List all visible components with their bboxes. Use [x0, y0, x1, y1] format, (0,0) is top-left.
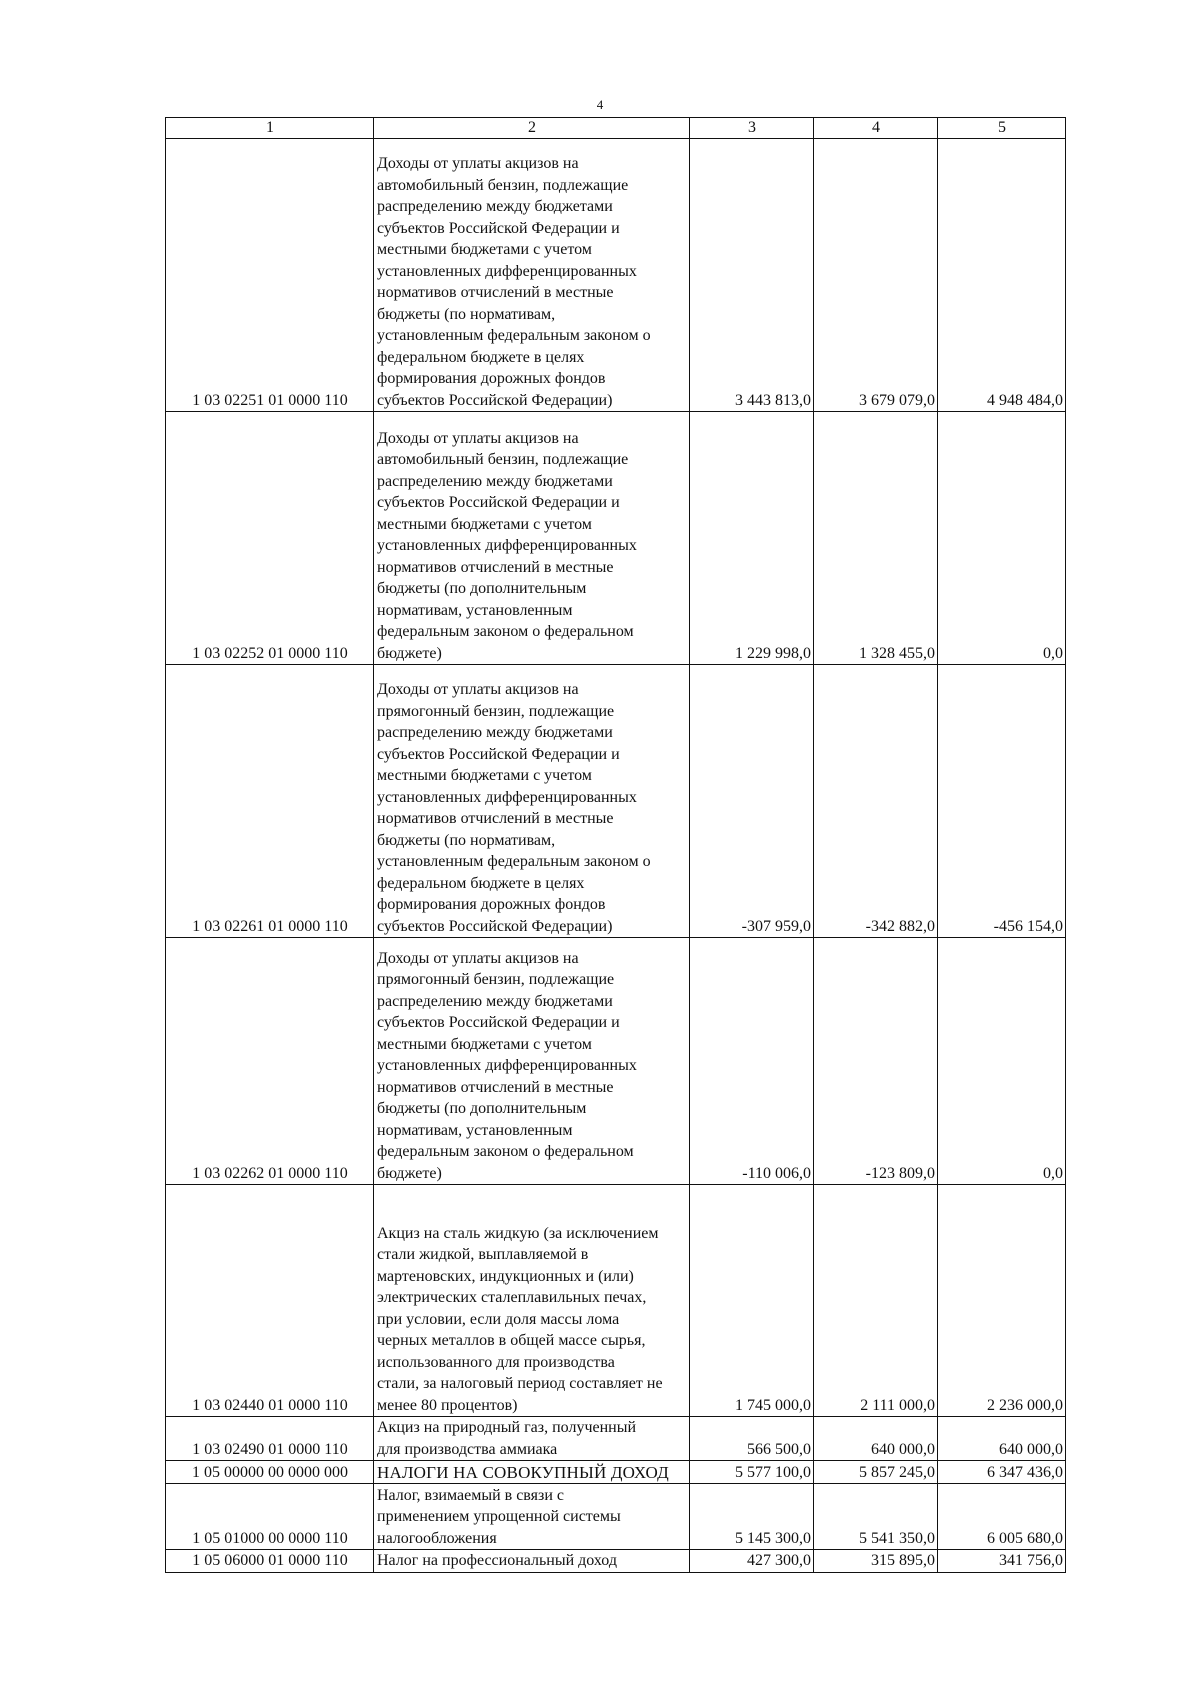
value-col3-cell: 1 229 998,0 — [690, 412, 814, 665]
value-col5-cell: 0,0 — [938, 938, 1066, 1185]
value-col5-cell: 2 236 000,0 — [938, 1185, 1066, 1417]
value-col5-cell: 6 347 436,0 — [938, 1461, 1066, 1484]
revenue-name-cell: НАЛОГИ НА СОВОКУПНЫЙ ДОХОД — [374, 1461, 690, 1484]
value-col4-cell: 315 895,0 — [814, 1550, 938, 1573]
budget-code-cell: 1 03 02262 01 0000 110 — [166, 938, 374, 1185]
value-col4-cell: -342 882,0 — [814, 665, 938, 938]
value-col3-cell: 427 300,0 — [690, 1550, 814, 1573]
revenue-name-cell: Акциз на сталь жидкую (за исключением стали жидкой, выплавляемой в мартеновских, индукционных и (или) электрических сталеплавильных печах, при условии, если доля массы лома черных металлов в общей массе сырья, использованного для производства стали, за налоговый период составляет не менее 80 процентов) — [374, 1185, 690, 1417]
table-row — [166, 1417, 1066, 1461]
revenue-name-cell: Доходы от уплаты акцизов на прямогонный бензин, подлежащие распределению между бюджетами субъектов Российской Федерации и местными бюджетами с учетом установленных дифференцированных нормативов отчислений в местные бюджеты (по нормативам, установленным федеральным законом о федеральном бюджете в целях формирования дорожных фондов субъектов Российской Федерации) — [374, 665, 690, 938]
value-col4-cell: -123 809,0 — [814, 938, 938, 1185]
value-col4-cell: 1 328 455,0 — [814, 412, 938, 665]
table-row — [166, 1185, 1066, 1417]
value-col4-cell: 3 679 079,0 — [814, 139, 938, 412]
value-col4-cell: 640 000,0 — [814, 1417, 938, 1461]
value-col4-cell: 5 541 350,0 — [814, 1484, 938, 1550]
column-header-3: 3 — [690, 118, 814, 139]
table-row — [166, 665, 1066, 938]
revenue-name-cell: Налог на профессиональный доход — [374, 1550, 690, 1573]
budget-code-cell: 1 05 06000 01 0000 110 — [166, 1550, 374, 1573]
column-number-header-row — [166, 118, 1066, 139]
budget-code-cell: 1 03 02261 01 0000 110 — [166, 665, 374, 938]
value-col3-cell: -110 006,0 — [690, 938, 814, 1185]
page-number: 4 — [596, 97, 604, 112]
revenue-name-cell: Доходы от уплаты акцизов на автомобильный бензин, подлежащие распределению между бюджетами субъектов Российской Федерации и местными бюджетами с учетом установленных дифференцированных нормативов отчислений в местные бюджеты (по нормативам, установленным федеральным законом о федеральном бюджете в целях формирования дорожных фондов субъектов Российской Федерации) — [374, 139, 690, 412]
budget-code-cell: 1 05 01000 00 0000 110 — [166, 1484, 374, 1550]
value-col5-cell: -456 154,0 — [938, 665, 1066, 938]
budget-code-cell: 1 03 02440 01 0000 110 — [166, 1185, 374, 1417]
budget-code-cell: 1 05 00000 00 0000 000 — [166, 1461, 374, 1484]
table-row — [166, 412, 1066, 665]
budget-code-cell: 1 03 02251 01 0000 110 — [166, 139, 374, 412]
revenue-name-cell: Налог, взимаемый в связи с применением упрощенной системы налогообложения — [374, 1484, 690, 1550]
column-header-5: 5 — [938, 118, 1066, 139]
revenue-name-cell: Акциз на природный газ, полученный для производства аммиака — [374, 1417, 690, 1461]
value-col4-cell: 2 111 000,0 — [814, 1185, 938, 1417]
value-col5-cell: 341 756,0 — [938, 1550, 1066, 1573]
table-row — [166, 1550, 1066, 1573]
table-row — [166, 139, 1066, 412]
revenue-name-cell: Доходы от уплаты акцизов на автомобильный бензин, подлежащие распределению между бюджетами субъектов Российской Федерации и местными бюджетами с учетом установленных дифференцированных нормативов отчислений в местные бюджеты (по дополнительным нормативам, установленным федеральным законом о федеральном бюджете) — [374, 412, 690, 665]
budget-revenue-table — [165, 117, 1066, 1573]
budget-code-cell: 1 03 02252 01 0000 110 — [166, 412, 374, 665]
table-row — [166, 938, 1066, 1185]
value-col3-cell: 5 145 300,0 — [690, 1484, 814, 1550]
value-col5-cell: 640 000,0 — [938, 1417, 1066, 1461]
column-header-2: 2 — [374, 118, 690, 139]
value-col4-cell: 5 857 245,0 — [814, 1461, 938, 1484]
revenue-name-cell: Доходы от уплаты акцизов на прямогонный бензин, подлежащие распределению между бюджетами субъектов Российской Федерации и местными бюджетами с учетом установленных дифференцированных нормативов отчислений в местные бюджеты (по дополнительным нормативам, установленным федеральным законом о федеральном бюджете) — [374, 938, 690, 1185]
table-row — [166, 1484, 1066, 1550]
value-col3-cell: 5 577 100,0 — [690, 1461, 814, 1484]
column-header-4: 4 — [814, 118, 938, 139]
value-col3-cell: -307 959,0 — [690, 665, 814, 938]
value-col5-cell: 6 005 680,0 — [938, 1484, 1066, 1550]
value-col5-cell: 0,0 — [938, 412, 1066, 665]
value-col3-cell: 3 443 813,0 — [690, 139, 814, 412]
value-col5-cell: 4 948 484,0 — [938, 139, 1066, 412]
budget-code-cell: 1 03 02490 01 0000 110 — [166, 1417, 374, 1461]
table-row — [166, 1461, 1066, 1484]
value-col3-cell: 566 500,0 — [690, 1417, 814, 1461]
value-col3-cell: 1 745 000,0 — [690, 1185, 814, 1417]
column-header-1: 1 — [166, 118, 374, 139]
